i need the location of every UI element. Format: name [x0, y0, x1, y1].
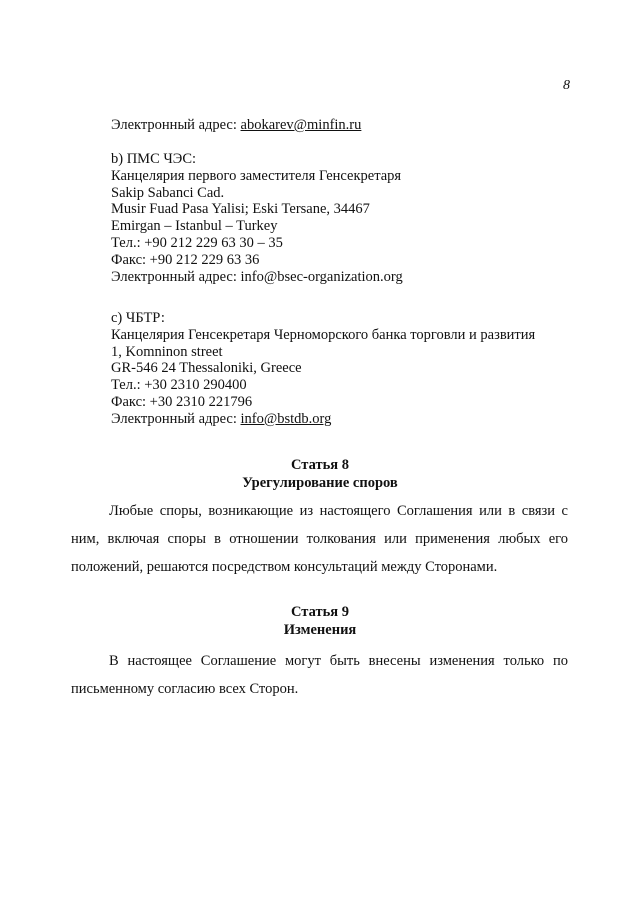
article-title: Изменения [283, 622, 357, 638]
address-line: GR-546 24 Thessaloniki, Greece [111, 360, 302, 377]
article-8-text: Любые споры, возникающие из настоящего Соглашения или в связи с ним, включая споры в отношении толкования или применения любых его положений, решаются посредством консультаций между Сторонами. [71, 503, 568, 575]
contact-heading: c) ЧБТР: [111, 310, 165, 326]
article-9-heading [0, 603, 640, 639]
contact-email-ministry [111, 117, 580, 134]
address-line: Emirgan – Istanbul – Turkey [111, 218, 278, 235]
address-line: Sakip Sabanci Cad. [111, 184, 225, 201]
address-line: Musir Fuad Pasa Yalisi; Eski Tersane, 34467 [111, 201, 370, 218]
article-title: Урегулирование споров [242, 475, 398, 491]
email-link[interactable]: info@bstdb.org [240, 410, 332, 427]
email-address[interactable]: info@bsec-organization.org [240, 268, 403, 285]
address-line: 1, Komninon street [111, 343, 223, 360]
page-number: 8 [563, 78, 570, 93]
fax-line: Факс: +90 212 229 63 36 [111, 251, 260, 268]
fax-line: Факс: +30 2310 221796 [111, 393, 253, 410]
email-link[interactable]: abokarev@minfin.ru [240, 117, 362, 133]
article-8-heading [0, 456, 640, 492]
address-line: Канцелярия первого заместителя Генсекретаря [111, 167, 402, 184]
contact-block-bsec [111, 151, 580, 285]
phone-line: Тел.: +30 2310 290400 [111, 377, 247, 394]
phone-line: Тел.: +90 212 229 63 30 – 35 [111, 234, 283, 251]
article-number: Статья 8 [291, 457, 349, 473]
email-label: Электронный адрес: [111, 268, 241, 285]
article-9-text: В настоящее Соглашение могут быть внесены изменения только по письменному согласию всех Сторон. [71, 653, 568, 697]
email-label: Электронный адрес: [111, 410, 241, 427]
contact-block-bstdb [111, 310, 580, 428]
contact-heading: b) ПМС ЧЭС: [111, 151, 197, 167]
article-number: Статья 9 [291, 604, 349, 620]
email-label: Электронный адрес: [111, 117, 241, 133]
address-line: Канцелярия Генсекретаря Черноморского банка торговли и развития [111, 326, 536, 343]
